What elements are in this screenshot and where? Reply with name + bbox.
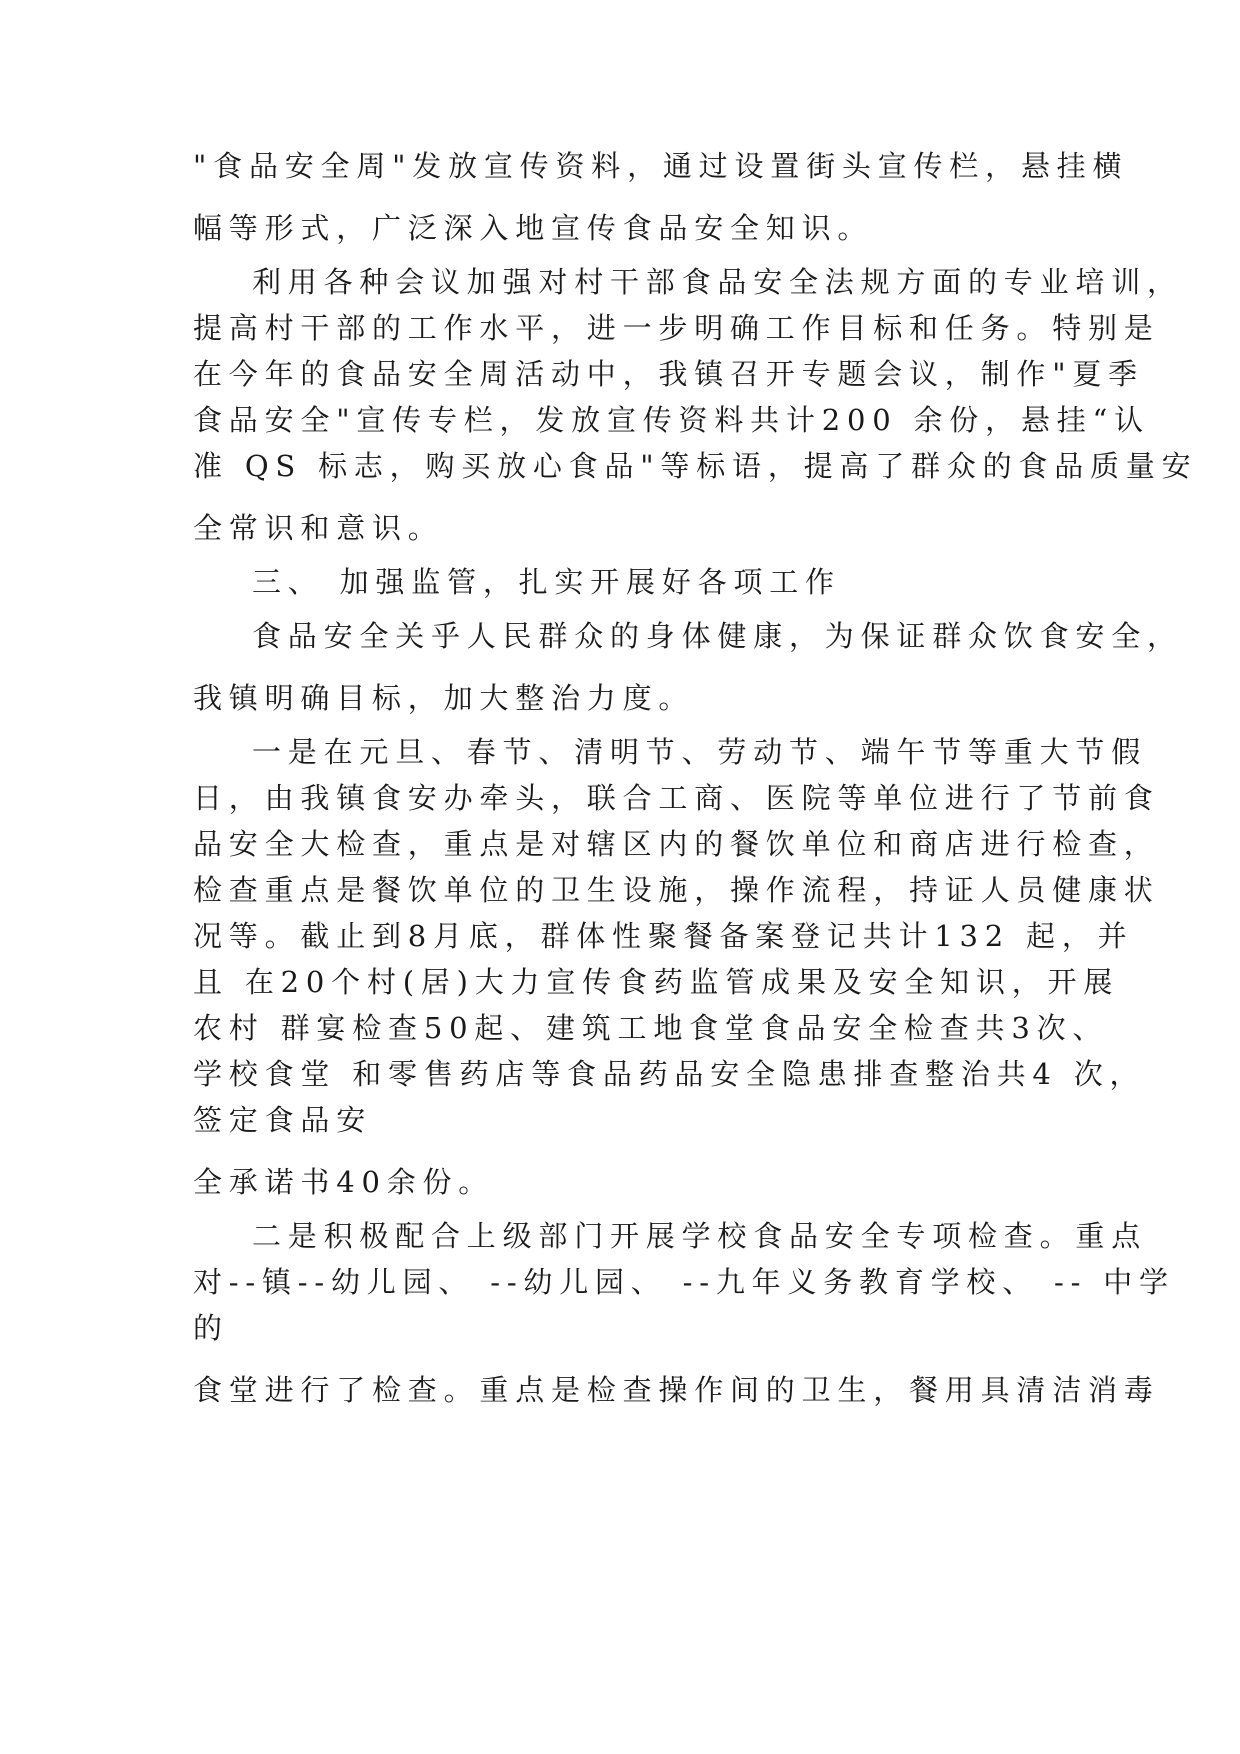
text-line: 全常识和意识。: [193, 511, 444, 545]
text-line: 在今年的食品安全周活动中，我镇召开专题会议，制作"夏季: [193, 357, 1144, 391]
text-line: 况等。截止到8月底，群体性聚餐备案登记共计132 起，并: [193, 919, 1134, 953]
text-line: 全承诺书40余份。: [193, 1165, 495, 1199]
text-line: 的: [193, 1311, 229, 1345]
paragraph-start-line: 利用各种会议加强对村干部食品安全法规方面的专业培训，: [252, 265, 1183, 299]
text-line: "食品安全周"发放宣传资料，通过设置街头宣传栏，悬挂横: [193, 149, 1129, 183]
text-line: 检查重点是餐饮单位的卫生设施，操作流程，持证人员健康状: [193, 873, 1160, 907]
text-line: 我镇明确目标，加大整治力度。: [193, 681, 695, 715]
text-line: 品安全大检查，重点是对辖区内的餐饮单位和商店进行检查，: [193, 827, 1160, 861]
text-line: 日，由我镇食安办牵头，联合工商、医院等单位进行了节前食: [193, 781, 1160, 815]
text-line: 食堂进行了检查。重点是检查操作间的卫生，餐用具清洁消毒: [193, 1373, 1160, 1407]
text-line: 提高村干部的工作水平，进一步明确工作目标和任务。特别是: [193, 311, 1160, 345]
text-line: 食品安全"宣传专栏，发放宣传资料共计200 余份，悬挂“认: [193, 403, 1150, 437]
text-line: 签定食品安: [193, 1103, 373, 1137]
section-heading: 三、 加强监管，扎实开展好各项工作: [252, 565, 841, 599]
text-line: 准 QS 标志，购买放心食品"等标语，提高了群众的食品质量安: [193, 449, 1198, 483]
paragraph-start-line: 食品安全关乎人民群众的身体健康，为保证群众饮食安全，: [252, 619, 1183, 653]
paragraph-start-line: 一是在元旦、春节、清明节、劳动节、端午节等重大节假: [252, 735, 1148, 769]
paragraph-start-line: 二是积极配合上级部门开展学校食品安全专项检查。重点: [252, 1219, 1148, 1253]
text-line: 幅等形式，广泛深入地宣传食品安全知识。: [193, 211, 874, 245]
text-line: 对--镇--幼儿园、 --幼儿园、 --九年义务教育学校、 -- 中学: [193, 1265, 1175, 1299]
text-line: 学校食堂 和零售药店等食品药品安全隐患排查整治共4 次，: [193, 1057, 1146, 1091]
text-line: 且 在20个村(居)大力宣传食药监管成果及安全知识，开展: [193, 965, 1120, 999]
text-line: 农村 群宴检查50起、建筑工地食堂食品安全检查共3次、: [193, 1011, 1109, 1045]
